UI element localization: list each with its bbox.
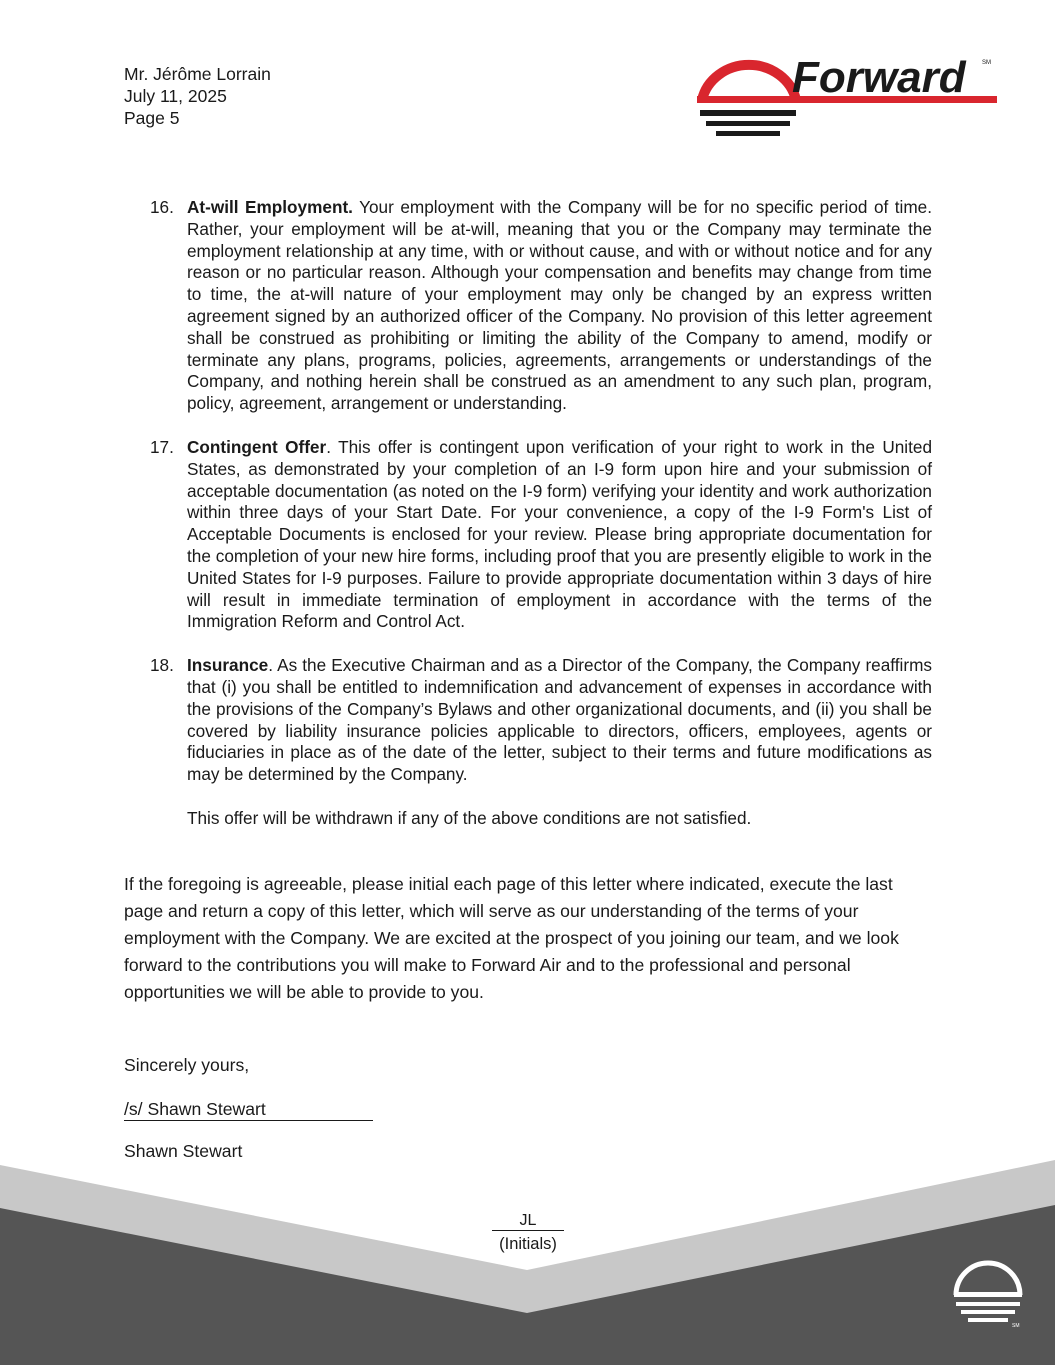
logo-stripe-1 [700,110,796,116]
term-item-contingent-offer [150,437,932,633]
term-body: . This offer is contingent upon verification of your right to work in the United States, as demonstrated by your completion of an I-9 form upon hire and your submission of acceptable documentation (as noted on the I-9 form) verifying your identity and work authorization within three days of your Start Date. For your convenience, a copy of the I-9 Form's List of Acceptable Documents is enclosed for your review. Please bring appropriate documentation for the completion of your new hire forms, including proof that you are presently eligible to work in the United States for I-9 purposes. Failure to provide appropriate documentation within 3 days of hire will result in immediate termination of employment in accordance with the terms of the Immigration Reform and Control Act. [187,436,933,632]
icon-bar [954,1292,1022,1297]
closing-paragraph: If the foregoing is agreeable, please initial each page of this letter where indicated, execute the last page and return a copy of this letter, which will serve as our understanding of the terms of your employment with the Company. We are excited at the prospect of you joining our team, and we look forward to the contributions you will make to Forward Air and to the professional and personal opportunities we will be able to provide to you. [124,874,899,1002]
logo-stripe-3 [716,131,780,136]
initials-value: JL [492,1212,564,1231]
term-number: 18. [150,655,174,676]
footer-logo-icon [948,1255,1028,1335]
term-number: 16. [150,197,174,217]
initials-label: (Initials) [499,1235,557,1253]
letter-date: July 11, 2025 [124,86,227,106]
salutation: Sincerely yours, [124,1055,250,1075]
terms-list [150,197,932,830]
forward-logo [692,50,1002,146]
recipient-name: Mr. Jérôme Lorrain [124,64,271,84]
term-body: Your employment with the Company will be for no specific period of time. Rather, your employment will be at-will, meaning that you or the Company may terminate the employment relationship at any time, with or without cause, and with or without notice and for any reason or no particular reason. Although your compensation and benefits may change from time to time, the at-will nature of your employment may only be changed by an express written agreement signed by an authorized officer of the Company. No provision of this letter agreement shall be construed as prohibiting or limiting the ability of the Company to amend, modify or terminate any plans, programs, policies, agreements, arrangements or understandings of the Company, and nothing herein shall be construed as an amendment to any such plan, program, policy, agreement, arrangement or understanding. [187,197,932,414]
logo-service-mark: SM [982,60,991,66]
footer-band [0,1160,1055,1365]
term-item-at-will [150,197,932,415]
icon-stripe-1 [956,1302,1020,1306]
logo-wordmark: Forward [792,53,966,102]
term-title: At-will Employment. [187,197,353,217]
icon-arc [956,1263,1020,1295]
page-number: Page 5 [124,108,180,128]
signature-line: /s/ Shawn Stewart [124,1099,373,1121]
withdraw-note: This offer will be withdrawn if any of the above conditions are not satisfied. [187,807,752,828]
term-title: Insurance [187,655,269,676]
term-number: 17. [150,436,174,457]
logo-stripe-2 [706,121,790,126]
term-item-insurance [150,655,932,786]
letter-header [124,63,271,129]
signer-name: Shawn Stewart [124,1141,243,1161]
icon-stripe-3 [968,1318,1008,1322]
logo-arc [702,65,796,100]
icon-service-mark: SM [1012,1323,1020,1329]
term-body: . As the Executive Chairman and as a Director of the Company, the Company reaffirms that (i) you shall be entitled to indemnification and advancement of expenses in accordance with the provisions of the Company’s Bylaws and other organizational documents, and (ii) you shall be covered by liability insurance policies applicable to directors, officers, employees, agents or fiduciaries in place as of the date of the letter, subject to their terms and future modifications as may be determined by the Company. [187,655,932,785]
icon-stripe-2 [961,1310,1015,1314]
term-title: Contingent Offer [187,436,327,457]
